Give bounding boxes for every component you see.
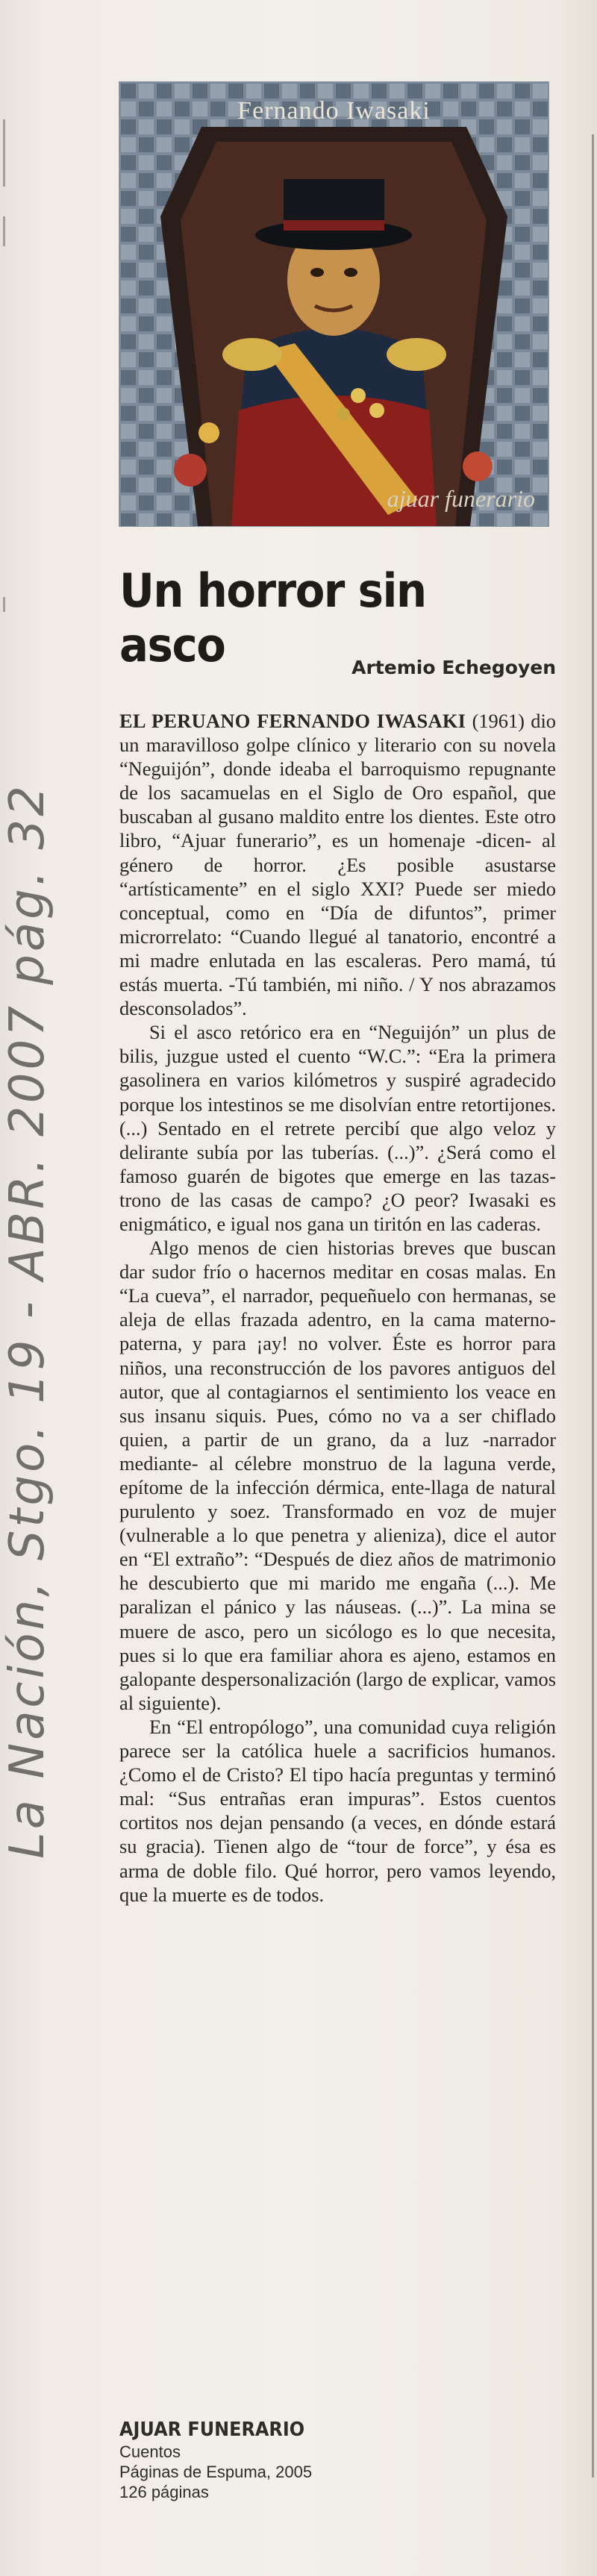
book-info-pages: 126 páginas	[119, 2483, 209, 2501]
byline: Artemio Echegoyen	[351, 657, 556, 678]
book-info	[119, 2418, 418, 2502]
cover-author: Fernando Iwasaki	[237, 97, 431, 125]
paragraph: Si el asco retórico era en “Neguijón” un plus de bilis, juzgue usted el cuento “W.C.”: “Era la primera gasolinera en varios kilómetros y suspiré agradecido porque los intestinos se me disolvían entre retortijones. (...) Sentado en el retrete percibí que algo veloz y delirante subía por las tuberías. (...)”. ¿Será como el famoso guarén de bigotes que emerge en las tazas-trono de las casas de campo? ¿O peor? Iwasaki es enigmático, e igual nos gana un tiritón en las caderas.	[119, 1021, 556, 1235]
headline: Un horror sin asco	[119, 563, 426, 672]
margin-mark	[3, 597, 13, 612]
cover-title: ajuar funerario	[387, 485, 535, 512]
book-info-publisher: Páginas de Espuma, 2005	[119, 2463, 313, 2481]
paragraph: Algo menos de cien historias breves que buscan dar sudor frío o hacernos meditar en cosas malas. En “La cueva”, el narrador, pequeñuelo con hermanas, se aleja de ellas frazada adentro, en la cama materno-paterna, y para ¡ay! no volver. Éste es horror para niños, una reconstrucción de los pavores antiguos del autor, que al contagiarnos el sentimiento los veace en sus insanu siquis. Pues, cómo no va a ser chiflado quien, a partir de un grano, da a luz -narrador mediante- al célebre monstruo de la laguna verde, epítome de la infección dérmica, ente-llaga de natural purulento y soez. Transformado en voz de mujer (vulnerable a lo que penetra y alieniza), dice el autor en “El extraño”: “Después de diez años de matrimonio he descubierto que mi marido me engaña (...). Me paralizan el pánico y las náuseas. (...)”. La mina se muere de asco, pero un sicólogo es lo que necesita, pues si lo que era familiar ahora es ajeno, estamos en galopante despersonalización (largo de explicar, vamos al siguiente).	[119, 1237, 556, 1714]
book-cover-image	[119, 82, 548, 526]
book-cover-illustration	[119, 82, 548, 526]
lead-in: EL PERUANO FERNANDO IWASAKI	[119, 710, 466, 732]
article-body	[119, 709, 556, 1907]
paragraph	[119, 709, 556, 1020]
book-info-genre: Cuentos	[119, 2442, 181, 2461]
handwritten-source-note: La Nación, Stgo. 19 - ABR. 2007 pág. 32	[0, 783, 55, 1859]
paragraph-text: (1961) dio un maravilloso golpe clínico y literario con su novela “Neguijón”, donde ideaba el barroquismo repugnante de los sacamuelas en el Siglo de Oro español, que buscaban al gusano maldito entre los dientes. Este otro libro, “Ajuar funerario”, es un homenaje -dicen- al género de horror. ¿Es posible asustarse “artísticamente” en el siglo XXI? Puede ser miedo conceptual, como en “Día de difuntos”, primer microrrelato: “Cuando llegué al tanatorio, encontré a mi madre enlutada en las escaleras. Pero mamá, tú estás muerta. -Tú también, mi niño. / Y nos abrazamos desconsolados”.	[119, 710, 556, 1020]
column-rule	[592, 134, 594, 2477]
paragraph: En “El entropólogo”, una comunidad cuya religión parece ser la católica huele a sacrificios humanos. ¿Como el de Cristo? El tipo hacía preguntas y terminó mal: “Sus entrañas eran impuras”. Estos cuentos cortitos nos dejan pensando (a veces, en dónde estará su gracia). Tienen algo de “tour de force”, y ésa es arma de doble filo. Qué horror, pero vamos leyendo, que la muerte es de todos.	[119, 1715, 556, 1906]
margin-mark	[3, 119, 13, 187]
book-info-title: AJUAR FUNERARIO	[119, 2419, 305, 2441]
margin-mark	[3, 216, 13, 246]
